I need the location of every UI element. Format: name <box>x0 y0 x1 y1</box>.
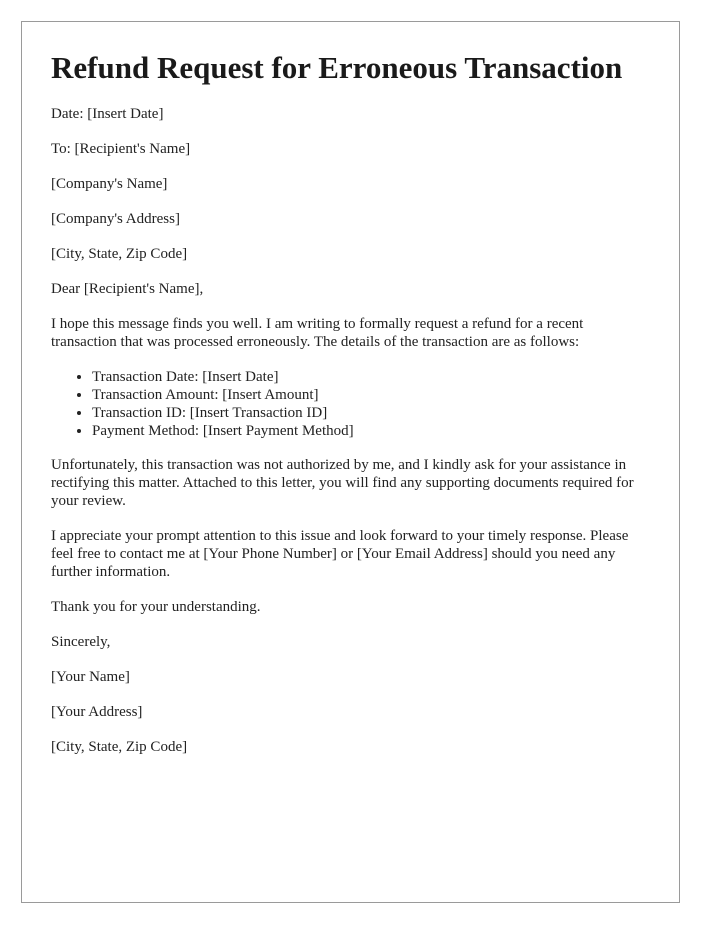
list-item: • Transaction Amount: [Insert Amount] <box>92 386 649 404</box>
thanks-line: Thank you for your understanding. <box>51 599 261 615</box>
closing-line: Sincerely, <box>51 634 111 650</box>
salutation: Dear [Recipient's Name], <box>51 281 204 297</box>
transaction-details-list <box>51 368 649 440</box>
company-address: [Company's Address] <box>51 211 180 227</box>
list-item: • Transaction Date: [Insert Date] <box>92 368 649 386</box>
list-item: • Payment Method: [Insert Payment Method] <box>92 422 649 440</box>
list-item: • Transaction ID: [Insert Transaction ID] <box>92 404 649 422</box>
authorization-paragraph: Unfortunately, this transaction was not authorized by me, and I kindly ask for your assistance in rectifying this matter. Attached to this letter, you will find any supporting documents required for your review. <box>51 457 634 509</box>
date-line: Date: [Insert Date] <box>51 106 164 122</box>
recipient-line: To: [Recipient's Name] <box>51 141 191 157</box>
contact-paragraph: I appreciate your prompt attention to this issue and look forward to your timely response. Please feel free to contact me at [Your Phone Number] or [Your Email Address] should you need any further information. <box>51 528 629 580</box>
letter-page <box>21 21 680 903</box>
sender-name: [Your Name] <box>51 669 130 685</box>
company-name: [Company's Name] <box>51 176 168 192</box>
intro-paragraph: I hope this message finds you well. I am writing to formally request a refund for a recent transaction that was processed erroneously. The details of the transaction are as follows: <box>51 316 584 350</box>
letter-title: Refund Request for Erroneous Transaction <box>51 50 623 85</box>
sender-city-state-zip: [City, State, Zip Code] <box>51 739 188 755</box>
sender-address: [Your Address] <box>51 704 143 720</box>
company-city-state-zip: [City, State, Zip Code] <box>51 246 188 262</box>
